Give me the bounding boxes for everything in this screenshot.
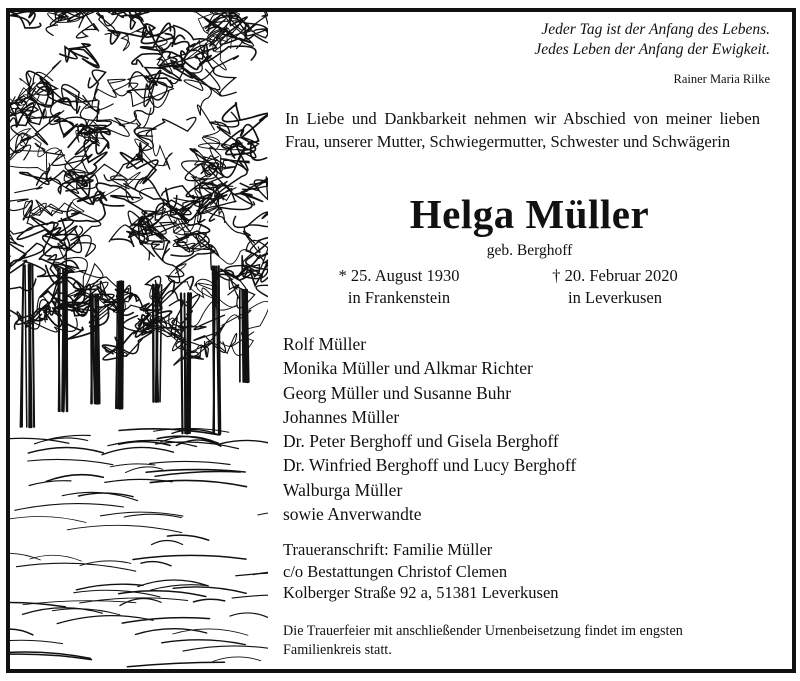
quote-line: Jeder Tag ist der Anfang des Lebens.	[541, 21, 770, 38]
mourning-address	[283, 539, 559, 604]
deceased-name: Helga Müller	[409, 191, 650, 237]
birth-date: * 25. August 1930	[338, 266, 460, 285]
birth-place: in Frankenstein	[347, 288, 451, 307]
rilke-quote	[534, 20, 770, 60]
mourner-name: Monika Müller und Alkmar Richter	[283, 358, 533, 379]
mourner-name: sowie Anverwandte	[283, 504, 422, 525]
mourner-name: Walburga Müller	[283, 479, 403, 500]
birth-info	[319, 265, 479, 309]
tree-path-sketch-image	[10, 12, 268, 669]
mourner-name: Johannes Müller	[283, 406, 400, 427]
maiden-name: geb. Berghoff	[486, 242, 573, 259]
mourner-name: Dr. Winfried Berghoff und Lucy Berghoff	[283, 455, 577, 476]
death-date: † 20. Februar 2020	[552, 266, 678, 285]
quote-author: Rainer Maria Rilke	[673, 72, 770, 86]
death-place: in Leverkusen	[568, 288, 662, 307]
obituary-text	[277, 12, 782, 669]
funeral-notice: Die Trauerfeier mit anschließender Urnenbeisetzung findet im engsten Familienkreis statt.	[283, 623, 683, 658]
mourner-name: Rolf Müller	[283, 334, 367, 354]
intro-text: In Liebe und Dankbarkeit nehmen wir Abschied von meiner lieben Frau, unserer Mutter, Schwiegermutter, Schwester und Schwägerin	[285, 109, 760, 151]
address-line: Traueranschrift: Familie Müller	[283, 540, 493, 559]
mourner-name: Dr. Peter Berghoff und Gisela Berghoff	[283, 431, 559, 452]
address-line: Kolberger Straße 92 a, 51381 Leverkusen	[283, 583, 559, 602]
quote-line: Jedes Leben der Anfang der Ewigkeit.	[534, 41, 770, 58]
death-info	[535, 265, 695, 309]
mourners-list	[283, 332, 576, 526]
obituary-frame	[6, 8, 796, 673]
mourner-name: Georg Müller und Susanne Buhr	[283, 382, 512, 403]
address-line: c/o Bestattungen Christof Clemen	[283, 561, 508, 581]
